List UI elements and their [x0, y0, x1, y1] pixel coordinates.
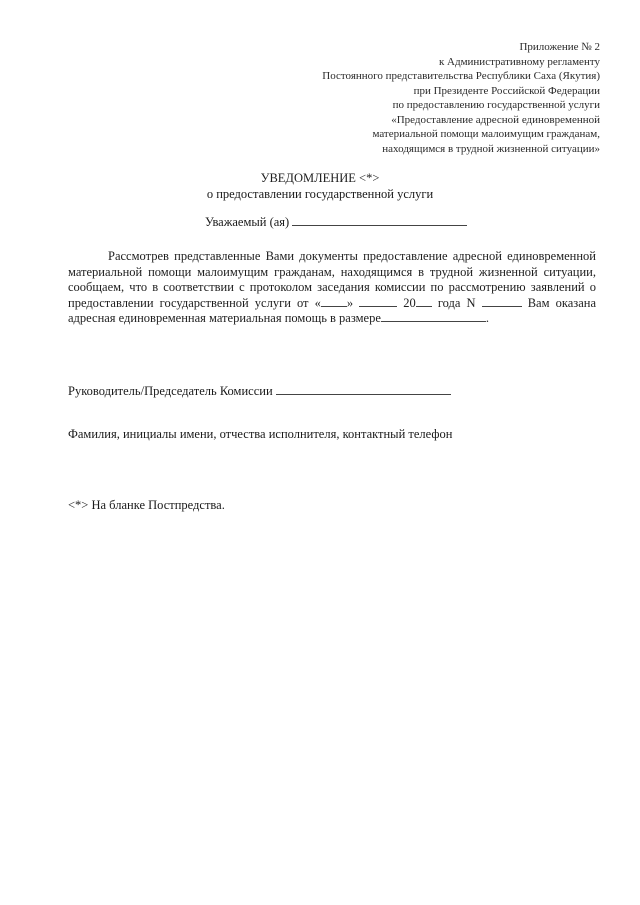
appendix-line: находящимся в трудной жизненной ситуации» [382, 142, 600, 155]
signature-label: Руководитель/Председатель Комиссии [68, 384, 273, 398]
body-text-part: 20 [403, 295, 416, 310]
amount-blank [381, 311, 486, 322]
signature-blank [276, 383, 451, 395]
appendix-line: Приложение № 2 [519, 41, 600, 53]
salutation-line [205, 214, 467, 230]
signature-line [68, 383, 451, 399]
day-blank [321, 296, 347, 307]
appendix-line: при Президенте Российской Федерации [413, 84, 600, 97]
appendix-line: по предоставлению государственной услуги [392, 99, 600, 111]
appendix-line: материальной помощи малоимущим гражданам, [372, 128, 600, 140]
body-text-part: Вам оказана адресная единовременная материальная помощь в размере [68, 295, 596, 326]
salutation-text: Уважаемый (ая) [205, 215, 290, 229]
body-text-part: года N [437, 295, 476, 310]
appendix-line: Постоянного представительства Республики Саха (Якутия) [322, 70, 600, 82]
recipient-name-blank [292, 214, 467, 226]
appendix-line: «Предоставление адресной единовременной [391, 113, 600, 126]
footnote: <*> На бланке Постпредства. [68, 498, 225, 512]
year-blank [416, 296, 432, 307]
appendix-header [300, 40, 600, 156]
appendix-line: к Административному регламенту [438, 55, 600, 68]
notification-body [68, 249, 596, 327]
body-text-part: . [485, 311, 489, 326]
body-text-part: Рассмотрев представленные Вами документы предоставление адресной единовременной материальной помощи малоимущим гражданам, находящимся в трудной жизненной ситуации, сообщаем, что в соответствии с протоколом заседания комиссии по рассмотрению заявлений о предоставлении государственной услуги от « [68, 249, 596, 310]
protocol-number-blank [482, 296, 522, 307]
executor-info: Фамилия, инициалы имени, отчества исполнителя, контактный телефон [68, 427, 453, 441]
document-subtitle: о предоставлении государственной услуги [206, 187, 434, 201]
document-title: УВЕДОМЛЕНИЕ <*> [260, 171, 380, 185]
month-blank [359, 296, 397, 307]
body-text-part: » [346, 295, 354, 310]
